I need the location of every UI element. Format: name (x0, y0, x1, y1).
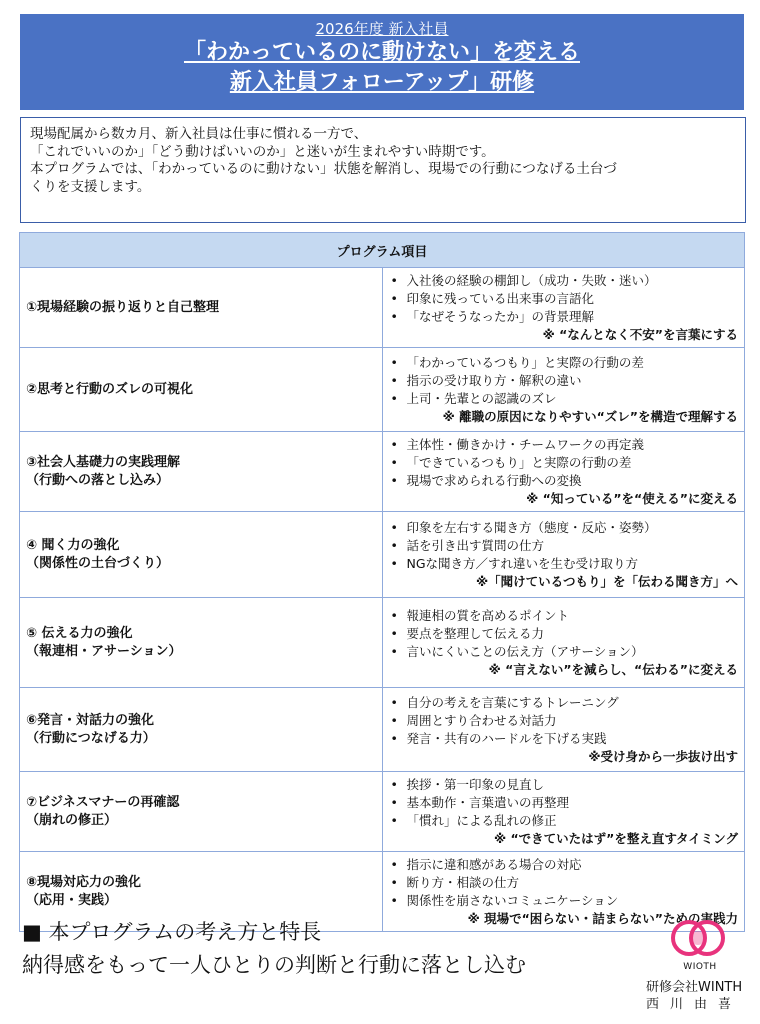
program-item-name (20, 348, 383, 432)
program-item-name-line: （報連相・アサーション） (26, 643, 182, 659)
program-item-name-line: ⑤ 伝える力の強化 (26, 625, 133, 641)
bullet-item: • 入社後の経験の棚卸し（成功・失敗・迷い） (389, 272, 739, 290)
program-item-details (382, 348, 745, 432)
intro-box (20, 117, 746, 223)
intro-line: 「これでいいのか」「どう動けばいいのか」と迷いが生まれやすい時期です。 (30, 143, 495, 160)
bullet-item: • 印象を左右する聞き方（態度・反応・姿勢） (389, 519, 739, 537)
bullet-item: • 断り方・相談の仕方 (389, 874, 739, 892)
program-item-name-line: ③社会人基礎力の実践理解 (26, 454, 181, 470)
program-item-details (382, 432, 745, 512)
bullet-list (389, 694, 739, 748)
program-item-name (20, 432, 383, 512)
bullet-list (389, 519, 739, 573)
bullet-item: • 報連相の質を高めるポイント (389, 607, 739, 625)
program-note: ※「聞けているつもり」を「伝わる聞き方」へ (475, 574, 738, 589)
bullet-item: • 「できているつもり」と実際の行動の差 (389, 454, 739, 472)
program-item-name (20, 772, 383, 852)
program-item-name-line: （関係性の土台づくり） (26, 555, 170, 571)
program-row (20, 348, 745, 432)
intro-line: 現場配属から数カ月、新入社員は仕事に慣れる一方で、 (30, 126, 368, 142)
program-item-name (20, 268, 383, 348)
program-item-details (382, 512, 745, 598)
bullet-list (389, 272, 739, 326)
program-item-name (20, 688, 383, 772)
bullet-item: • 印象に残っている出来事の言語化 (389, 290, 739, 308)
person-name: 西川由喜 (646, 997, 743, 1012)
bullet-item: • 関係性を崩さないコミュニケーション (389, 892, 739, 910)
program-row (20, 688, 745, 772)
logo-text: WIOTH (683, 962, 717, 972)
bullet-item: • NGな聞き方／すれ違いを生む受け取り方 (389, 555, 739, 573)
program-table-header: プログラム項目 (20, 233, 745, 268)
footer-subheading: 納得感をもって一人ひとりの判断と行動に落とし込む (22, 953, 526, 977)
program-row (20, 598, 745, 688)
bullet-item: • 現場で求められる行動への変換 (389, 472, 739, 490)
program-item-name-line: （応用・実践） (26, 892, 118, 908)
bullet-list (389, 856, 739, 910)
program-item-name-line: ②思考と行動のズレの可視化 (26, 381, 194, 397)
bullet-item: • 話を引き出す質問の仕方 (389, 537, 739, 555)
bullet-list (389, 436, 739, 490)
program-row (20, 432, 745, 512)
bullet-list (389, 354, 739, 408)
program-item-name-line: ①現場経験の振り返りと自己整理 (26, 299, 220, 315)
bullet-item: • 主体性・働きかけ・チームワークの再定義 (389, 436, 739, 454)
program-item-name-line: ⑦ビジネスマナーの再確認 (26, 794, 180, 810)
program-note: ※受け身から一歩抜け出す (588, 749, 738, 764)
program-item-name-line: ⑥発言・対話力の強化 (26, 712, 155, 728)
program-note: ※ “言えない”を減らし、“伝わる”に変える (488, 662, 738, 677)
program-item-name (20, 512, 383, 598)
program-item-details (382, 268, 745, 348)
program-item-name-line: （行動への落とし込み） (26, 472, 170, 488)
program-item-name-line: （崩れの修正） (26, 812, 118, 828)
program-table-header-row (20, 233, 745, 268)
bullet-item: • 自分の考えを言葉にするトレーニング (389, 694, 739, 712)
bullet-item: • 発言・共有のハードルを下げる実践 (389, 730, 739, 748)
title-line-1: 「わかっているのに動けない」を変える (183, 40, 580, 65)
intro-line: くりを支援します。 (30, 178, 151, 195)
program-item-details (382, 598, 745, 688)
program-item-name-line: ⑧現場対応力の強化 (26, 874, 142, 890)
year-label: 2026年度 新入社員 (315, 20, 449, 38)
bullet-item: • 上司・先輩との認識のズレ (389, 390, 739, 408)
program-row (20, 772, 745, 852)
bullet-item: • 指示に違和感がある場合の対応 (389, 856, 739, 874)
program-table (19, 232, 745, 932)
program-note: ※ “なんとなく不安”を言葉にする (542, 327, 738, 342)
bullet-item: • 挨拶・第一印象の見直し (389, 776, 739, 794)
company-name: 研修会社WINTH (646, 980, 743, 995)
bullet-item: • 「わかっているつもり」と実際の行動の差 (389, 354, 739, 372)
bullet-list (389, 776, 739, 830)
bullet-item: • 指示の受け取り方・解釈の違い (389, 372, 739, 390)
bullet-item: • 要点を整理して伝える力 (389, 625, 739, 643)
program-note: ※ 離職の原因になりやすい“ズレ”を構造で理解する (442, 409, 738, 424)
program-item-details (382, 772, 745, 852)
winth-logo-icon (658, 916, 738, 968)
program-item-name-line: ④ 聞く力の強化 (26, 537, 120, 553)
program-note: ※ 現場で“困らない・詰まらない”ための実践力 (467, 911, 738, 926)
title-line-2: 新入社員フォローアップ」研修 (229, 70, 535, 95)
program-item-name-line: （行動につなげる力） (26, 730, 156, 746)
bullet-item: • 「なぜそうなったか」の背景理解 (389, 308, 739, 326)
footer-heading: ■ 本プログラムの考え方と特長 (22, 920, 322, 944)
program-row (20, 268, 745, 348)
program-table-body (20, 268, 745, 932)
bullet-item: • 言いにくいことの伝え方（アサーション） (389, 643, 739, 661)
program-note: ※ “知っている”を“使える”に変える (526, 491, 738, 506)
title-banner (20, 14, 744, 110)
program-row (20, 512, 745, 598)
bullet-list (389, 607, 739, 661)
intro-line: 本プログラムでは、「わかっているのに動けない」状態を解消し、現場での行動につなげる土台づ (30, 161, 617, 177)
program-item-details (382, 688, 745, 772)
bullet-item: • 周囲とすり合わせる対話力 (389, 712, 739, 730)
bullet-item: • 「慣れ」による乱れの修正 (389, 812, 739, 830)
bullet-item: • 基本動作・言葉遣いの再整理 (389, 794, 739, 812)
program-item-name (20, 598, 383, 688)
program-note: ※ “できていたはず”を整え直すタイミング (493, 831, 738, 846)
